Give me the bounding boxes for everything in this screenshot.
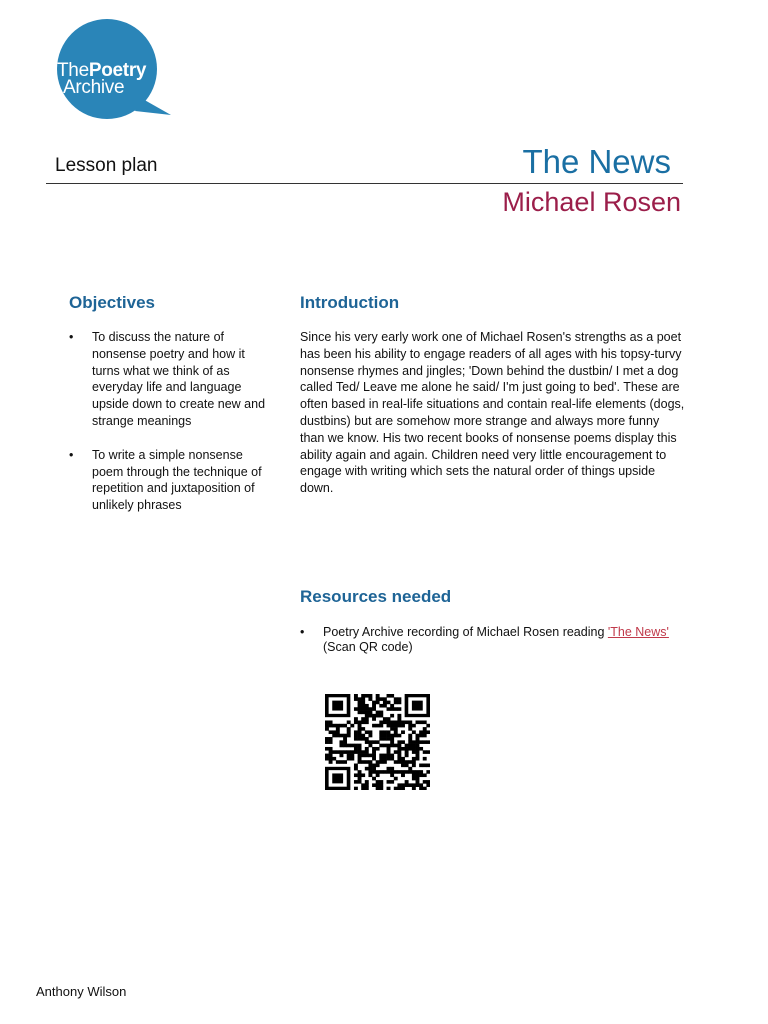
objectives-list <box>69 329 269 531</box>
logo-text <box>57 62 146 96</box>
bullet-icon: • <box>300 625 305 639</box>
list-item <box>69 329 269 430</box>
qr-code-icon[interactable] <box>325 694 430 790</box>
document-subtitle: Michael Rosen <box>502 187 681 217</box>
introduction-heading: Introduction <box>300 293 400 312</box>
logo-word-archive: Archive <box>63 77 125 98</box>
resources-heading: Resources needed <box>300 587 452 606</box>
logo-word-the: The <box>57 60 89 81</box>
list-item <box>300 625 680 654</box>
resource-suffix: (Scan QR code) <box>323 639 413 654</box>
introduction-text: Since his very early work one of Michael Rosen's strengths as a poet has been his ability to engage readers of all ages with his topsy-turvy nonsense rhymes and jingles; 'Down behind the dustbin/ I met a dog called Ted/ Leave me alone he said/ I'm just going to bed'. These are often based in real-life situations and contain real-life elements (dogs, dustbins) but are somehow more strange and always more funny than we know. His two recent books of nonsense poems display this ability again and again. Children need very little encouragement to engage with writing which sets the natural order of things upside down. <box>300 330 685 496</box>
bullet-icon: • <box>69 330 74 344</box>
objective-text: To write a simple nonsense poem through the technique of repetition and juxtaposition of unlikely phrases <box>92 447 262 513</box>
header-divider <box>46 183 683 184</box>
resource-prefix: Poetry Archive recording of Michael Rosen reading <box>323 625 608 639</box>
objective-text: To discuss the nature of nonsense poetry and how it turns what we think of as everyday life and language upside down to create new and strange meanings <box>92 330 266 428</box>
qr-code[interactable] <box>325 694 430 790</box>
list-item <box>69 447 269 514</box>
footer-author: Anthony Wilson <box>36 984 127 999</box>
logo-word-poetry: Poetry <box>88 60 147 81</box>
lesson-plan-label: Lesson plan <box>55 155 158 176</box>
bullet-icon: • <box>69 447 74 462</box>
document-title: The News <box>522 143 671 180</box>
the-news-link[interactable]: 'The News' <box>607 625 669 639</box>
resources-list <box>300 625 680 654</box>
objectives-heading: Objectives <box>69 293 155 312</box>
poetry-archive-logo <box>53 18 173 122</box>
